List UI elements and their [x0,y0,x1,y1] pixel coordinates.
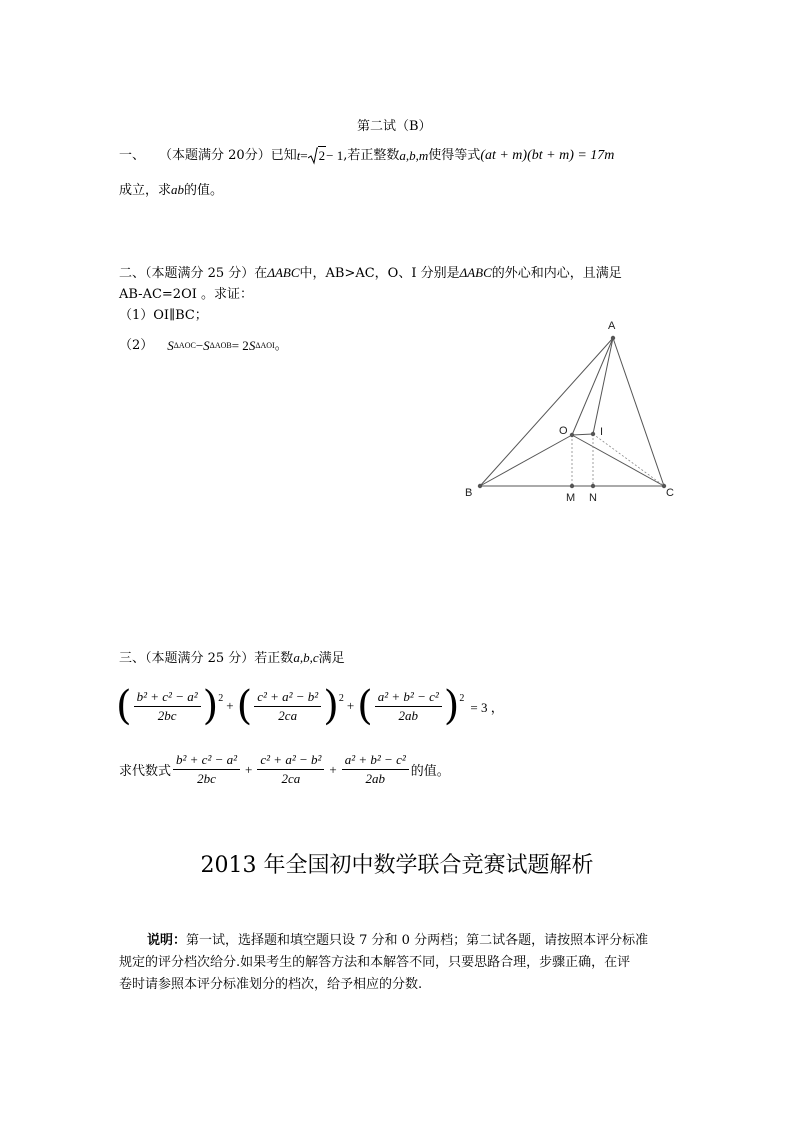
point-o [570,433,574,437]
problem-3-question: 求代数式 $\frac{\text{b² + c² − a²}}{2bc}$ + $\frac{\text{c² + a² − b²}}{2ca}$ + $\frac{\text{a² + b² − c²}}{2ab}$ 的值。 [119,752,450,786]
segment-ai [593,338,613,434]
segment-oc [572,435,664,486]
label-a: A [608,320,616,332]
vars-abc: a,b,c [293,650,319,665]
point-i [591,432,595,436]
problem-2-line-1: 二、（本题满分 25 分）在ΔABC中，AB>AC，O、I 分别是ΔABC的外心和内心，且满足 [119,265,622,281]
problem-2-line-2: AB-AC=2OI 。求证： [119,287,253,302]
problem-1-line-1 [119,146,614,165]
label-o: O [559,425,568,437]
minus-one: − 1 [326,147,344,163]
analysis-title: 2013 年全国初中数学联合竞赛试题解析 [200,853,594,878]
label-n: N [589,492,597,504]
segment-ic [593,434,664,486]
eq-sign: = [300,147,308,163]
point-m [570,484,574,488]
problem-3-line-1: 三、（本题满分 25 分）若正数a,b,c满足 [119,650,345,666]
point-a [611,336,615,340]
fraction-2: $\frac{\text{c² + a² − b²}}{2ca}$ [254,689,321,724]
note-label: 说明： [147,933,187,948]
sqrt-2: 2 [308,146,327,165]
ask-fraction-1: $\frac{\text{b² + c² − a²}}{2bc}$ [173,752,240,787]
fraction-3: $\frac{\text{a² + b² − c²}}{2ab}$ [375,689,442,724]
var-t: t [296,147,301,163]
label-i: I [600,426,604,438]
point-b [478,484,482,488]
triangle-abc-2: ΔABC [459,265,492,280]
label-m: M [566,492,576,504]
segment-oi [572,434,593,435]
fraction-1: $\frac{\text{b² + c² − a²}}{2bc}$ [134,689,201,724]
triangle-abc: ΔABC [267,265,300,280]
note-line-3: 卷时请参照本评分标准划分的档次，给予相应的分数. [119,977,423,992]
var-ab: ab [171,182,185,197]
problem-1-mid2: 使得等式 [428,147,481,163]
problem-1-mid: ,若正整数 [343,147,400,163]
problem-1-equation: (at + m)(bt + m) = 17m [480,147,615,163]
problem-3-condition: ( $\frac{\text{b² + c² − a²}}{2bc}$ ) $^2$ + ( $\frac{\text{c² + a² − b²}}{2ca}$ ) $^2$ + ( $\frac{\text{a² + b² − c²}}{2ab}$ ) $^2$ = 3 ， [116,683,504,729]
segment-ob [480,435,572,486]
sqrt-symbol-icon [308,147,318,165]
note-line-2: 规定的评分档次给分.如果考生的解答方法和本解答不同，只要思路合理，步骤正确，在评 [119,955,631,970]
problem-1-number: 一、 [119,147,146,163]
problem-1-header: （本题满分 20分）已知 [159,147,297,163]
point-n [591,484,595,488]
problem-2-part-1: （1）OI∥BC； [119,308,208,323]
section-title: 第二试（B） [357,119,432,134]
triangle-diagram [455,315,695,510]
side-ac [613,338,664,486]
problem-2-part-2: （2） S ΔAOC − S ΔAOB = 2 S ΔAOI 。 [119,338,288,353]
ask-fraction-2: $\frac{\text{c² + a² − b²}}{2ca}$ [257,752,324,787]
segment-ao [572,338,613,435]
label-c: C [666,487,674,499]
problem-1-line-2: 成立，求ab的值。 [119,182,224,198]
ask-fraction-3: $\frac{\text{a² + b² − c²}}{2ab}$ [342,752,409,787]
vars-abm: a,b,m [399,147,429,163]
note-line-1: 说明：第一试，选择题和填空题只设 7 分和 0 分两档；第二试各题，请按照本评分标准 [147,933,649,948]
label-b: B [465,487,473,499]
